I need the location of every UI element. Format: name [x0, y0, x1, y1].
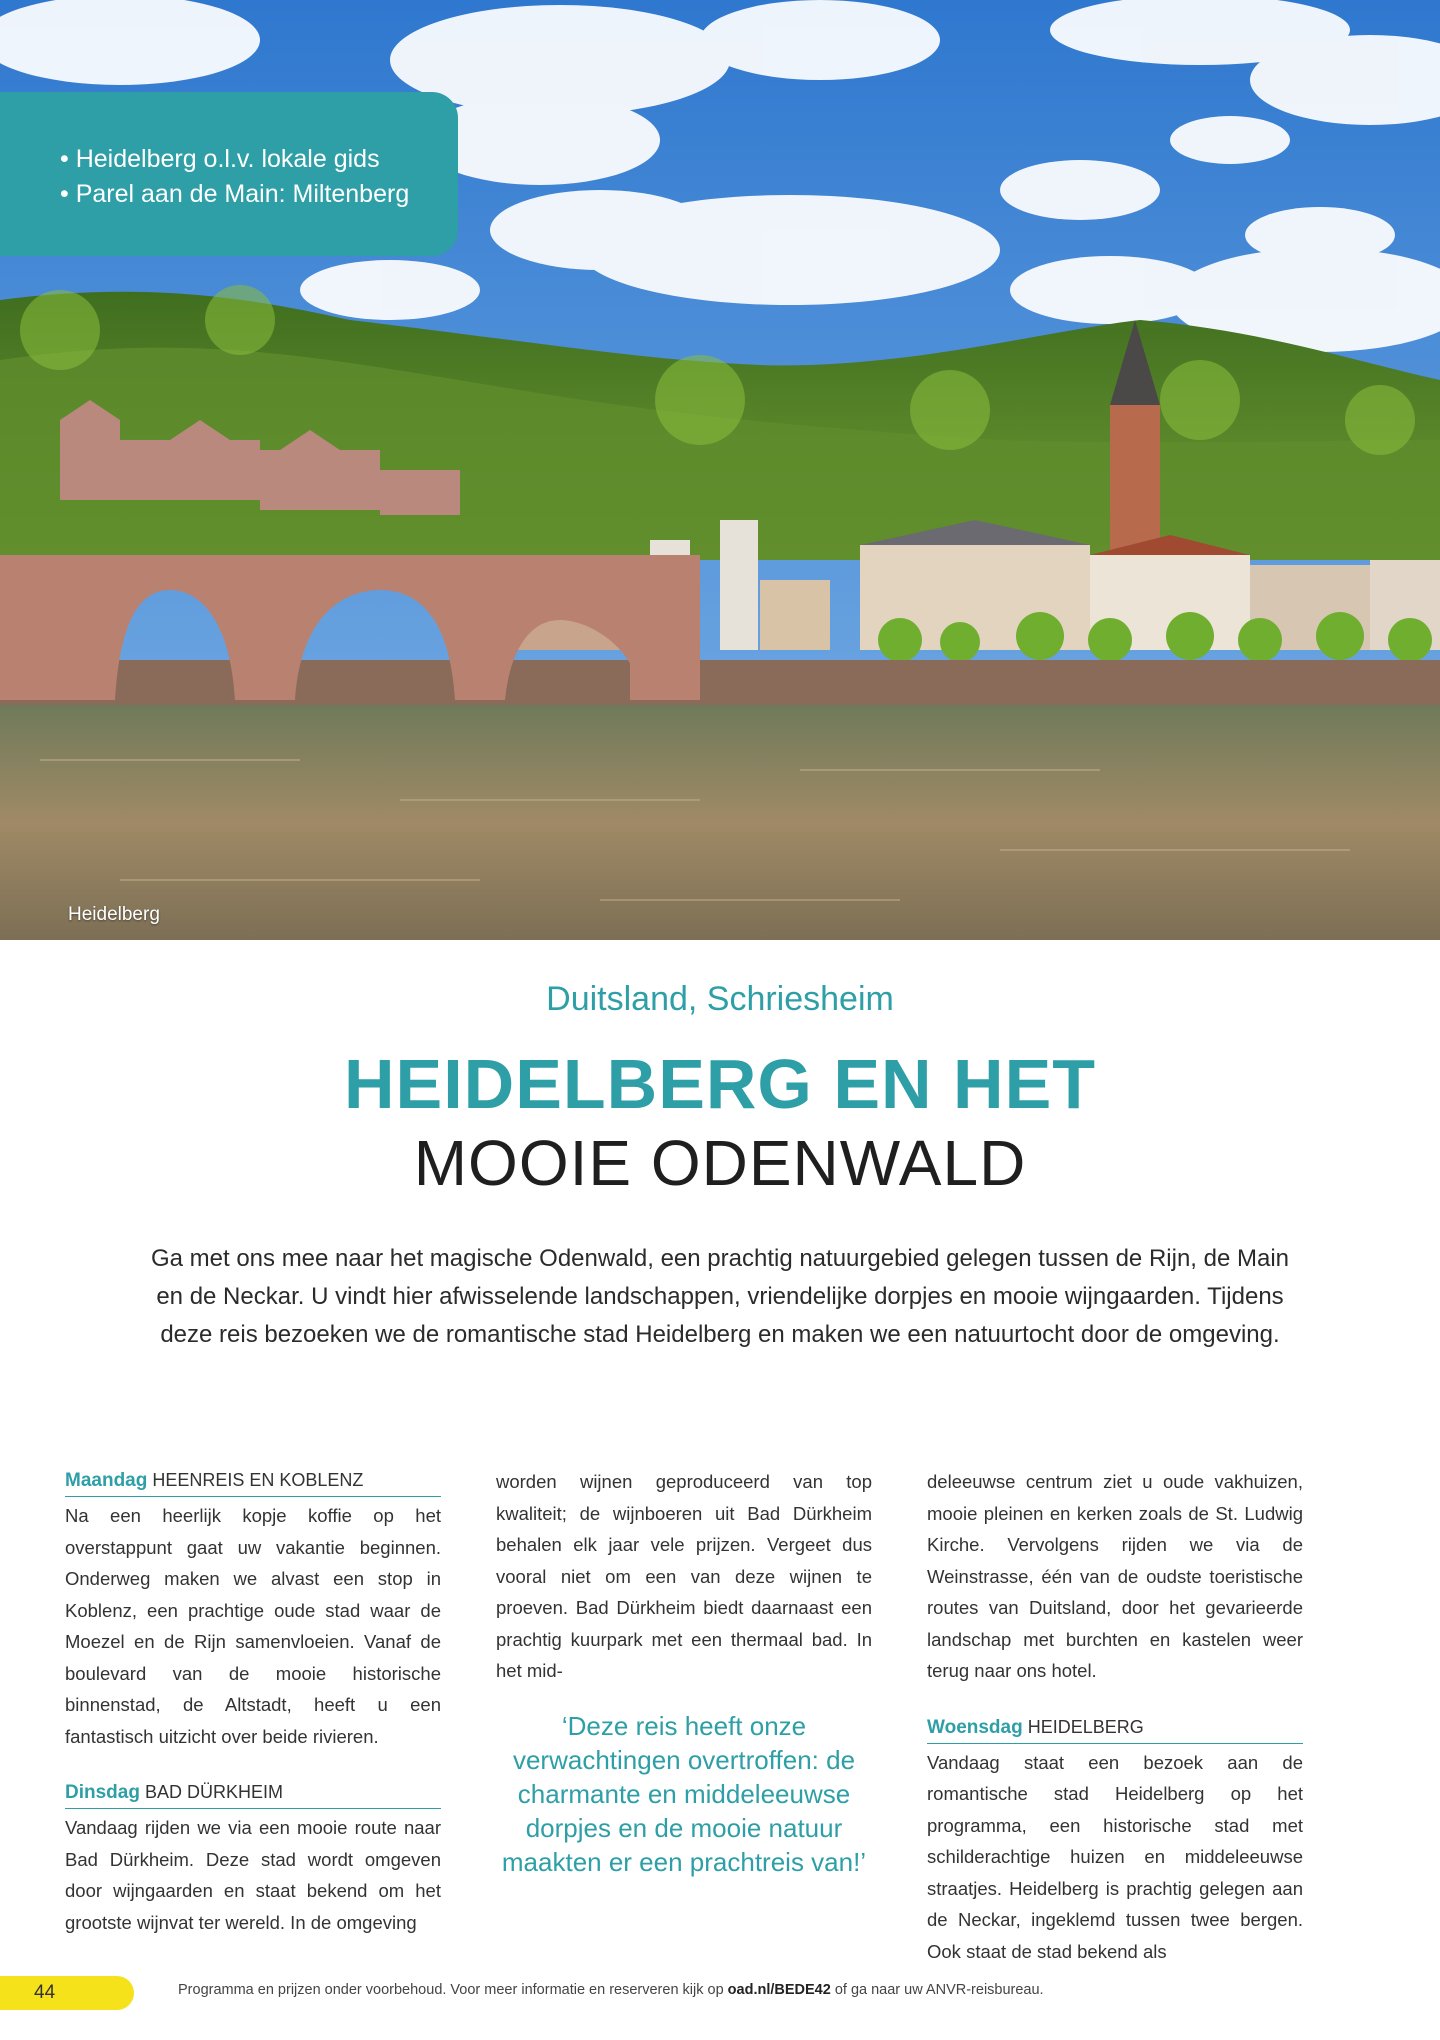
intro-paragraph: Ga met ons mee naar het magische Odenwald, een prachtig natuurgebied gelegen tussen de Rijn, de Main en de Neckar. U vindt hier afwisselende landschappen, vriendelijke dorpjes en mooie wijngaarden. Tijdens deze reis bezoeken we de romantische stad Heidelberg en maken we een natuurtocht door de omgeving.: [150, 1245, 1290, 1348]
day-heading: [65, 1466, 441, 1497]
day-text: Vandaag staat een bezoek aan de romantische stad Heidelberg op het programma, een historische stad met schilderachtige huizen en middeleeuwse straatjes. Heidelberg is prachtig gelegen aan de Neckar, ingeklemd tussen twee bergen. Ook staat de stad bekend als: [927, 1751, 1303, 1962]
column-1: [65, 1466, 441, 1938]
hero-photo: [0, 0, 1440, 940]
day-text-continued: worden wijnen geproduceerd van top kwaliteit; de wijnboeren uit Bad Dürkheim behalen elk jaar vele prijzen. Vergeet dus vooral niet om een van deze wijnen te proeven. Bad Dürkheim biedt daarnaast een prachtig kuurpark met een thermaal bad. In het mid-: [496, 1471, 872, 1681]
footer-text-end: of ga naar uw ANVR-reisbureau.: [830, 1982, 1044, 1998]
highlights-box: [0, 92, 458, 256]
day-heading: [927, 1713, 1303, 1744]
day-place: BAD DÜRKHEIM: [144, 1782, 283, 1802]
page-number: 44: [0, 1976, 134, 2010]
day-text-continued: deleeuwse centrum ziet u oude vakhuizen, mooie pleinen en kerken zoals de St. Ludwig Kirche. Vervolgens rijden we via de Weinstrasse, één van de oudste toeristische routes van Duitsland, door het gevarieerde landschap met burchten en kastelen weer terug naar ons hotel.: [927, 1471, 1303, 1681]
footer-link[interactable]: oad.nl/BEDE42: [727, 1982, 831, 1998]
page-title-line1: HEIDELBERG EN HET: [343, 1045, 1097, 1123]
pull-quote: ‘Deze reis heeft onze verwachtingen overtroffen: de charmante en middeleeuwse dorpjes en de mooie natuur maakten er een prachtreis van!’: [501, 1710, 867, 1877]
column-2: [496, 1466, 872, 1879]
day-name: Woensdag: [927, 1716, 1023, 1738]
destination-subtitle: Duitsland, Schriesheim: [546, 980, 894, 1018]
day-name: Maandag: [65, 1470, 148, 1491]
highlight-item: • Heidelberg o.l.v. lokale gids: [60, 145, 380, 173]
highlight-item: • Parel aan de Main: Miltenberg: [60, 180, 410, 208]
footer-note: [178, 1982, 1044, 1998]
photo-caption: Heidelberg: [68, 904, 160, 925]
day-text: Vandaag rijden we via een mooie route naar Bad Dürkheim. Deze stad wordt omgeven door wijngaarden en staat bekend om het grootste wijnvat ter wereld. In de omgeving: [65, 1817, 441, 1933]
day-place: HEIDELBERG: [1027, 1716, 1144, 1737]
footer-text: Programma en prijzen onder voorbehoud. Voor meer informatie en reserveren kijk op: [178, 1982, 728, 1998]
day-name: Dinsdag: [65, 1782, 140, 1803]
column-3: [927, 1466, 1303, 1967]
day-text: Na een heerlijk kopje koffie op het overstappunt gaat uw vakantie beginnen. Onderweg maken we alvast een stop in Koblenz, een prachtige oude stad waar de Moezel en de Rijn samenvloeien. Vanaf de boulevard van de mooie historische binnenstad, de Altstadt, heeft u een fantastisch uitzicht over beide rivieren.: [65, 1505, 441, 1747]
day-heading: [65, 1778, 441, 1809]
day-place: HEENREIS EN KOBLENZ: [152, 1470, 364, 1490]
page-title-line2: MOOIE ODENWALD: [413, 1127, 1027, 1199]
